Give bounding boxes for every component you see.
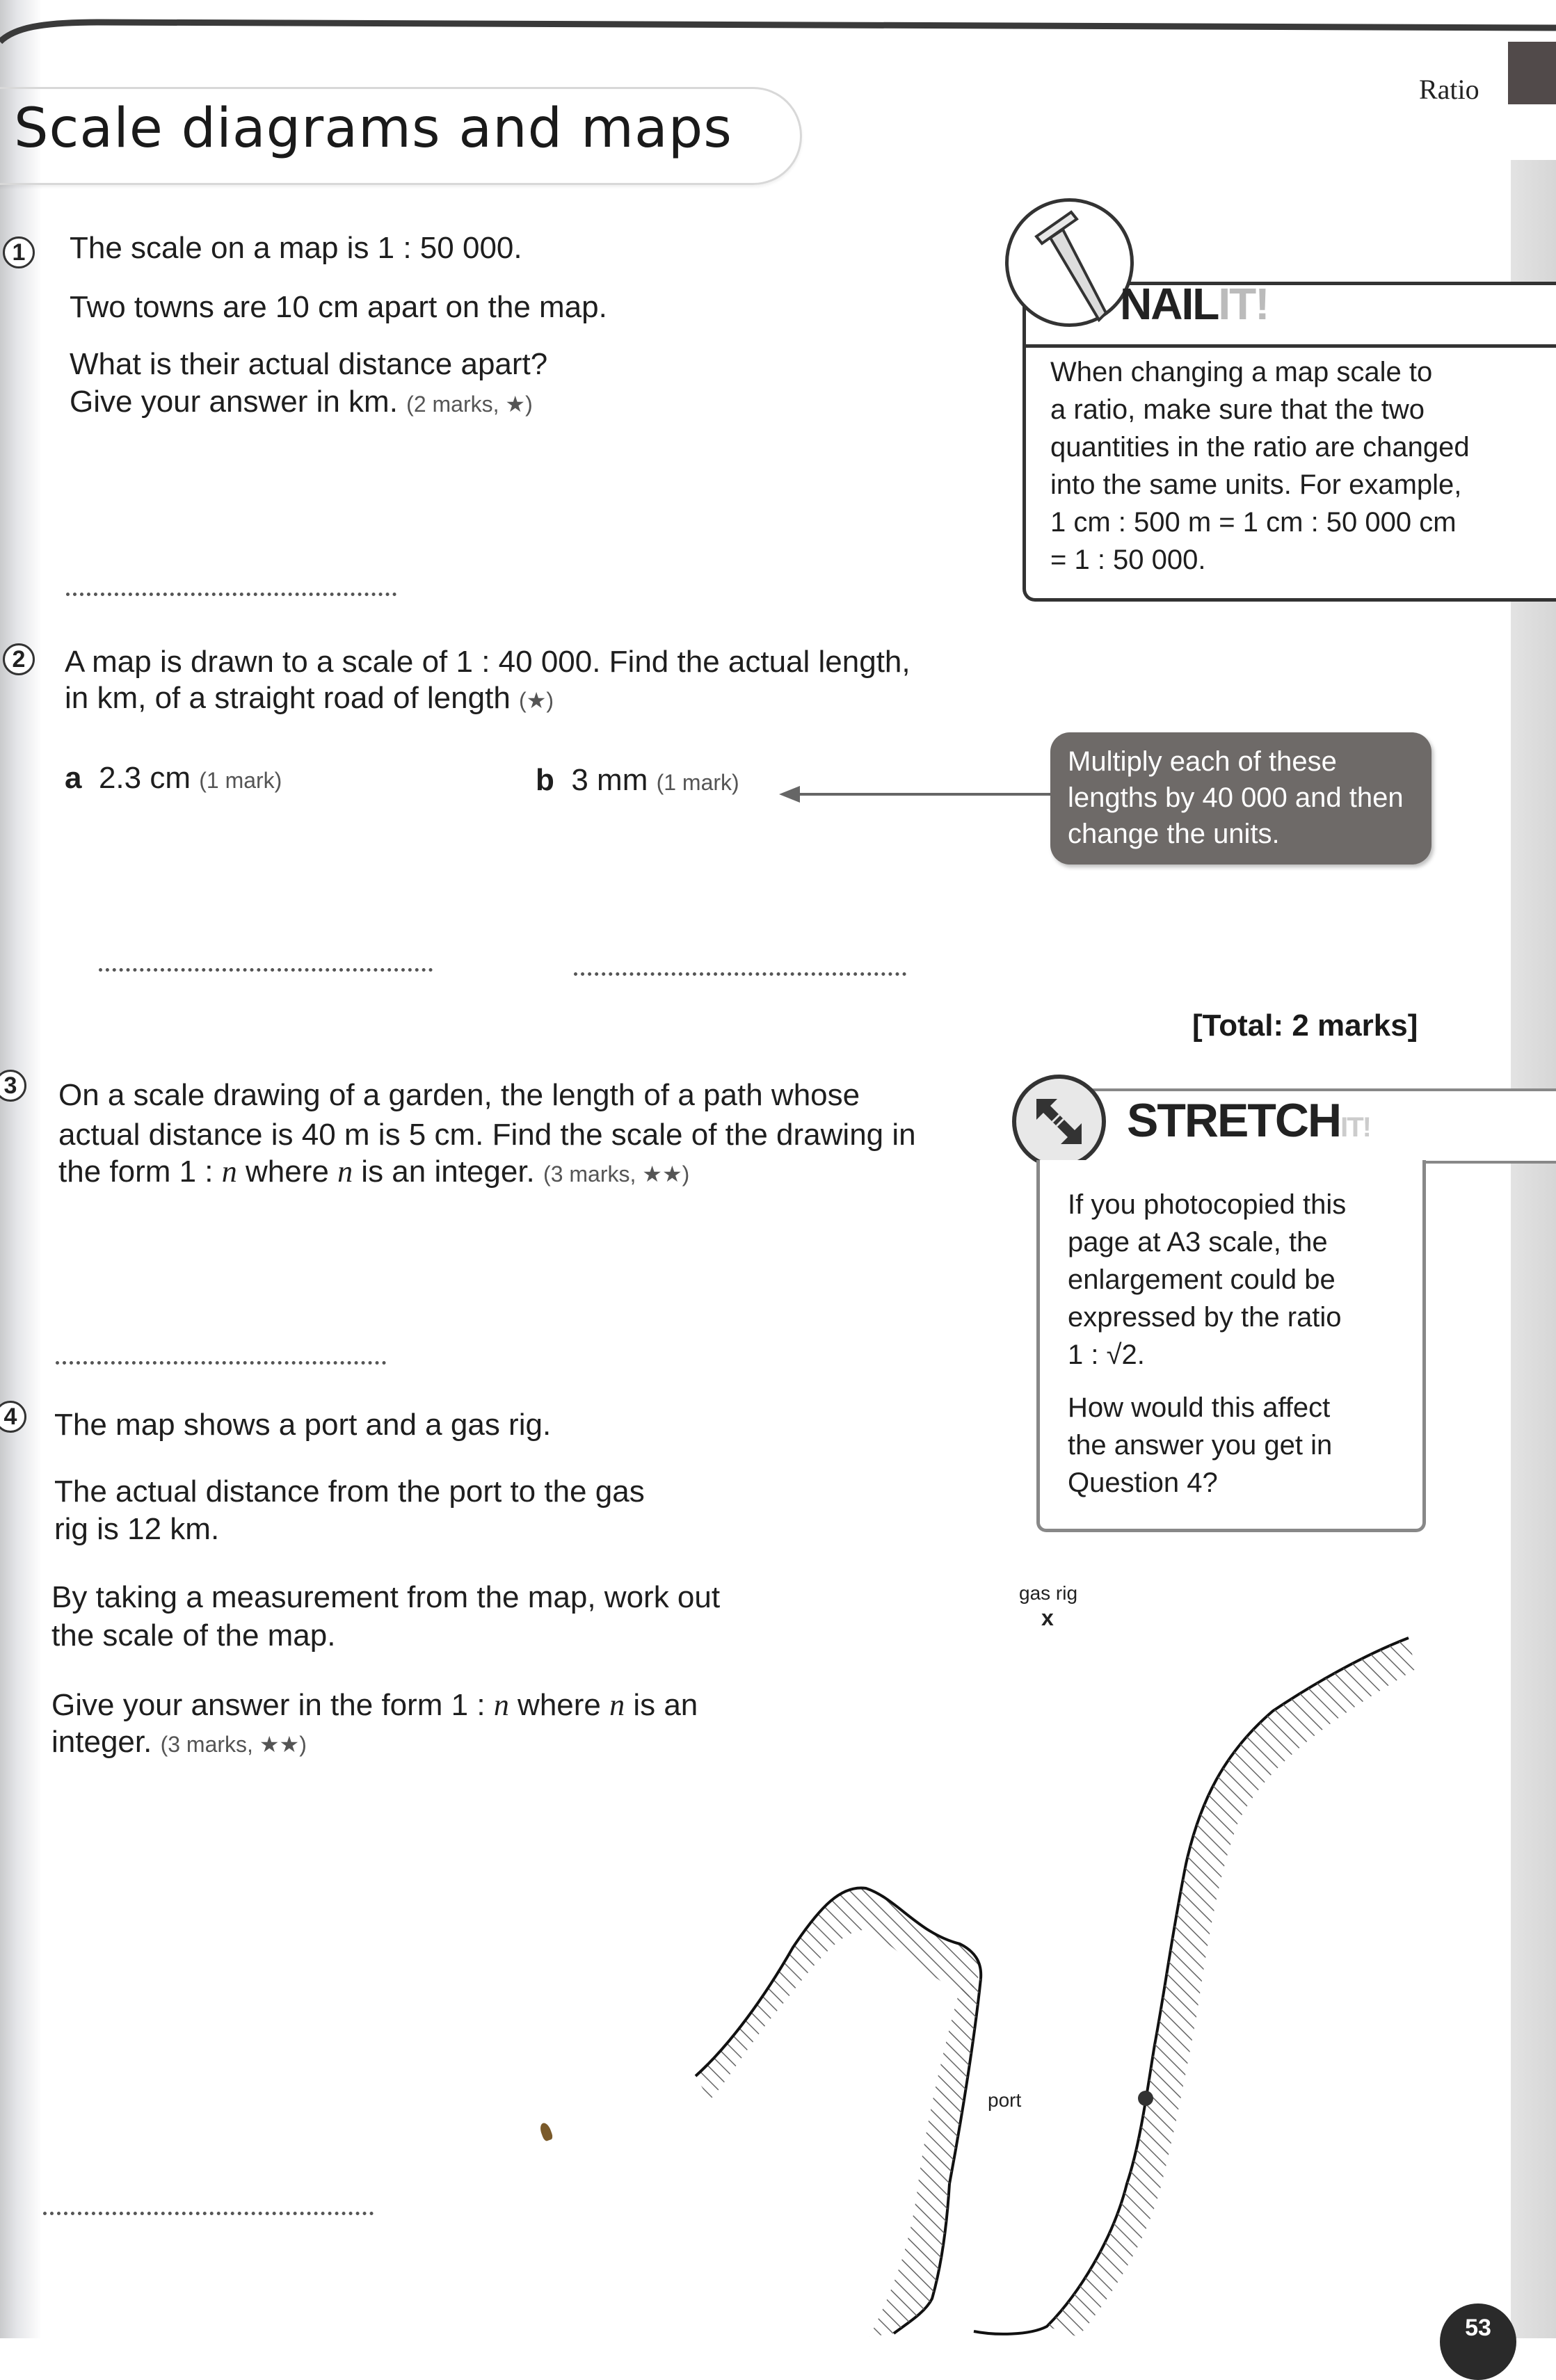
q4-line-5: the scale of the map. [51,1618,336,1653]
section-tab [1508,42,1556,104]
stretch-line: Question 4? [1068,1468,1218,1498]
q2a-marks: (1 mark) [199,768,282,793]
q3-line-2: actual distance is 40 m is 5 cm. Find the scale of the drawing in [58,1118,916,1152]
hint-line: change the units. [1068,819,1280,849]
stretch-line: 1 : √2. [1068,1340,1145,1370]
stretch-line: page at A3 scale, the [1068,1227,1328,1257]
q2-total-marks: [Total: 2 marks] [1192,1008,1418,1043]
q4-n2: n [609,1688,625,1722]
stretch-line: How would this affect [1068,1392,1331,1423]
stretch-line: If you photocopied this [1068,1189,1347,1220]
q4-marks: (3 marks, ★★) [160,1732,307,1757]
nail-it-line: 1 cm : 500 m = 1 cm : 50 000 cm [1050,507,1457,538]
q1-line-3: What is their actual distance apart? [70,347,548,381]
q2-line-1: A map is drawn to a scale of 1 : 40 000. Find the actual length, [65,645,911,679]
nail-it-line: quantities in the ratio are changed [1050,432,1470,463]
stretch-line: enlargement could be [1068,1264,1336,1295]
stretch-line: expressed by the ratio [1068,1302,1342,1333]
q3-marks: (3 marks, ★★) [543,1161,690,1187]
q4-line-6-pre: Give your answer in the form 1 : [51,1688,494,1722]
q4-line-1: The map shows a port and a gas rig. [54,1408,552,1442]
nail-icon [1029,209,1127,327]
q2a-value: 2.3 cm [98,761,191,795]
nail-it-line: = 1 : 50 000. [1050,545,1206,575]
q2-part-b [536,762,739,801]
q4-line-6-mid: where [508,1688,610,1722]
q4-answer-line[interactable] [43,2212,374,2215]
q4-line-7 [51,1723,307,1763]
q4-line-6 [51,1687,698,1724]
question-number-3: 3 [0,1070,26,1102]
q4-line-2: The actual distance from the port to the gas [54,1474,645,1509]
q2-line-2 [65,680,554,719]
section-label: Ratio [1419,74,1479,105]
top-rule [0,0,1556,56]
hint-line: Multiply each of these [1068,746,1337,777]
q3-line-3 [58,1153,689,1193]
q4-line-7-text: integer. [51,1725,152,1759]
gas-rig-marker: x [1041,1605,1054,1630]
question-number-4: 4 [0,1401,26,1433]
q3-n2: n [337,1155,353,1189]
page-number: 53 [1465,2315,1491,2341]
q4-line-4: By taking a measurement from the map, work out [51,1580,721,1614]
q2a-answer-line[interactable] [99,968,433,972]
port-marker-icon [1138,2091,1153,2106]
q2-part-a [65,759,282,799]
question-number-1: 1 [3,236,35,268]
nail-it-line: a ratio, make sure that the two [1050,394,1425,425]
arrow-left-icon [779,786,800,803]
q1-line-4-text: Give your answer in km. [70,385,398,419]
q2b-letter: b [536,763,554,797]
q3-n: n [221,1155,237,1189]
nail-it-heading [1120,278,1269,330]
q3-line-3-pre: the form 1 : [58,1155,222,1189]
q3-answer-line[interactable] [56,1361,386,1365]
hint-bubble [1050,732,1431,865]
nail-it-line: When changing a map scale to [1050,357,1433,387]
q1-line-4 [70,383,533,423]
stretch-it-heading-main: STRETCH [1127,1094,1341,1147]
q3-line-3-mid: where [236,1155,338,1189]
stretch-it-heading-it: IT! [1340,1112,1370,1143]
stretch-it-heading [1127,1093,1370,1148]
nail-it-divider [1024,344,1556,348]
q2b-answer-line[interactable] [574,972,906,976]
nail-it-heading-it: IT! [1218,279,1269,329]
q1-marks: (2 marks, ★) [406,392,533,417]
q1-line-1: The scale on a map is 1 : 50 000. [70,231,522,265]
nail-it-line: into the same units. For example, [1050,469,1462,500]
q2-line-2-text: in km, of a straight road of length [65,681,511,715]
q2-marks: (★) [519,688,554,713]
stretch-line: the answer you get in [1068,1430,1333,1461]
question-number-2: 2 [3,643,35,675]
hint-text [1068,743,1422,852]
q3-line-1: On a scale drawing of a garden, the length of a path whose [58,1078,860,1112]
stretch-it-body [1068,1186,1402,1502]
q1-answer-line[interactable] [66,593,396,596]
coastline-map [668,1572,1419,2337]
page-smudge [538,2121,554,2141]
nail-it-body [1050,353,1523,579]
port-label: port [988,2089,1022,2111]
stretch-arrows-icon [1026,1088,1092,1155]
q4-line-6-post: is an [625,1688,698,1722]
hint-line: lengths by 40 000 and then [1068,782,1404,813]
q4-line-3: rig is 12 km. [54,1512,220,1546]
stretch-spacer [1068,1374,1402,1389]
page-title: Scale diagrams and maps [14,97,732,160]
q4-n: n [493,1688,509,1722]
gas-rig-label: gas rig [1019,1582,1078,1604]
q2a-letter: a [65,761,82,795]
q2b-marks: (1 mark) [656,770,739,795]
hint-arrow-line [786,793,1052,796]
nail-it-heading-main: NAIL [1120,279,1219,329]
page-number-badge [1440,2303,1516,2380]
q1-line-2: Two towns are 10 cm apart on the map. [70,290,607,324]
page-gutter-shadow [0,0,42,2338]
q2b-value: 3 mm [571,763,648,797]
q3-line-3-post: is an integer. [353,1155,535,1189]
